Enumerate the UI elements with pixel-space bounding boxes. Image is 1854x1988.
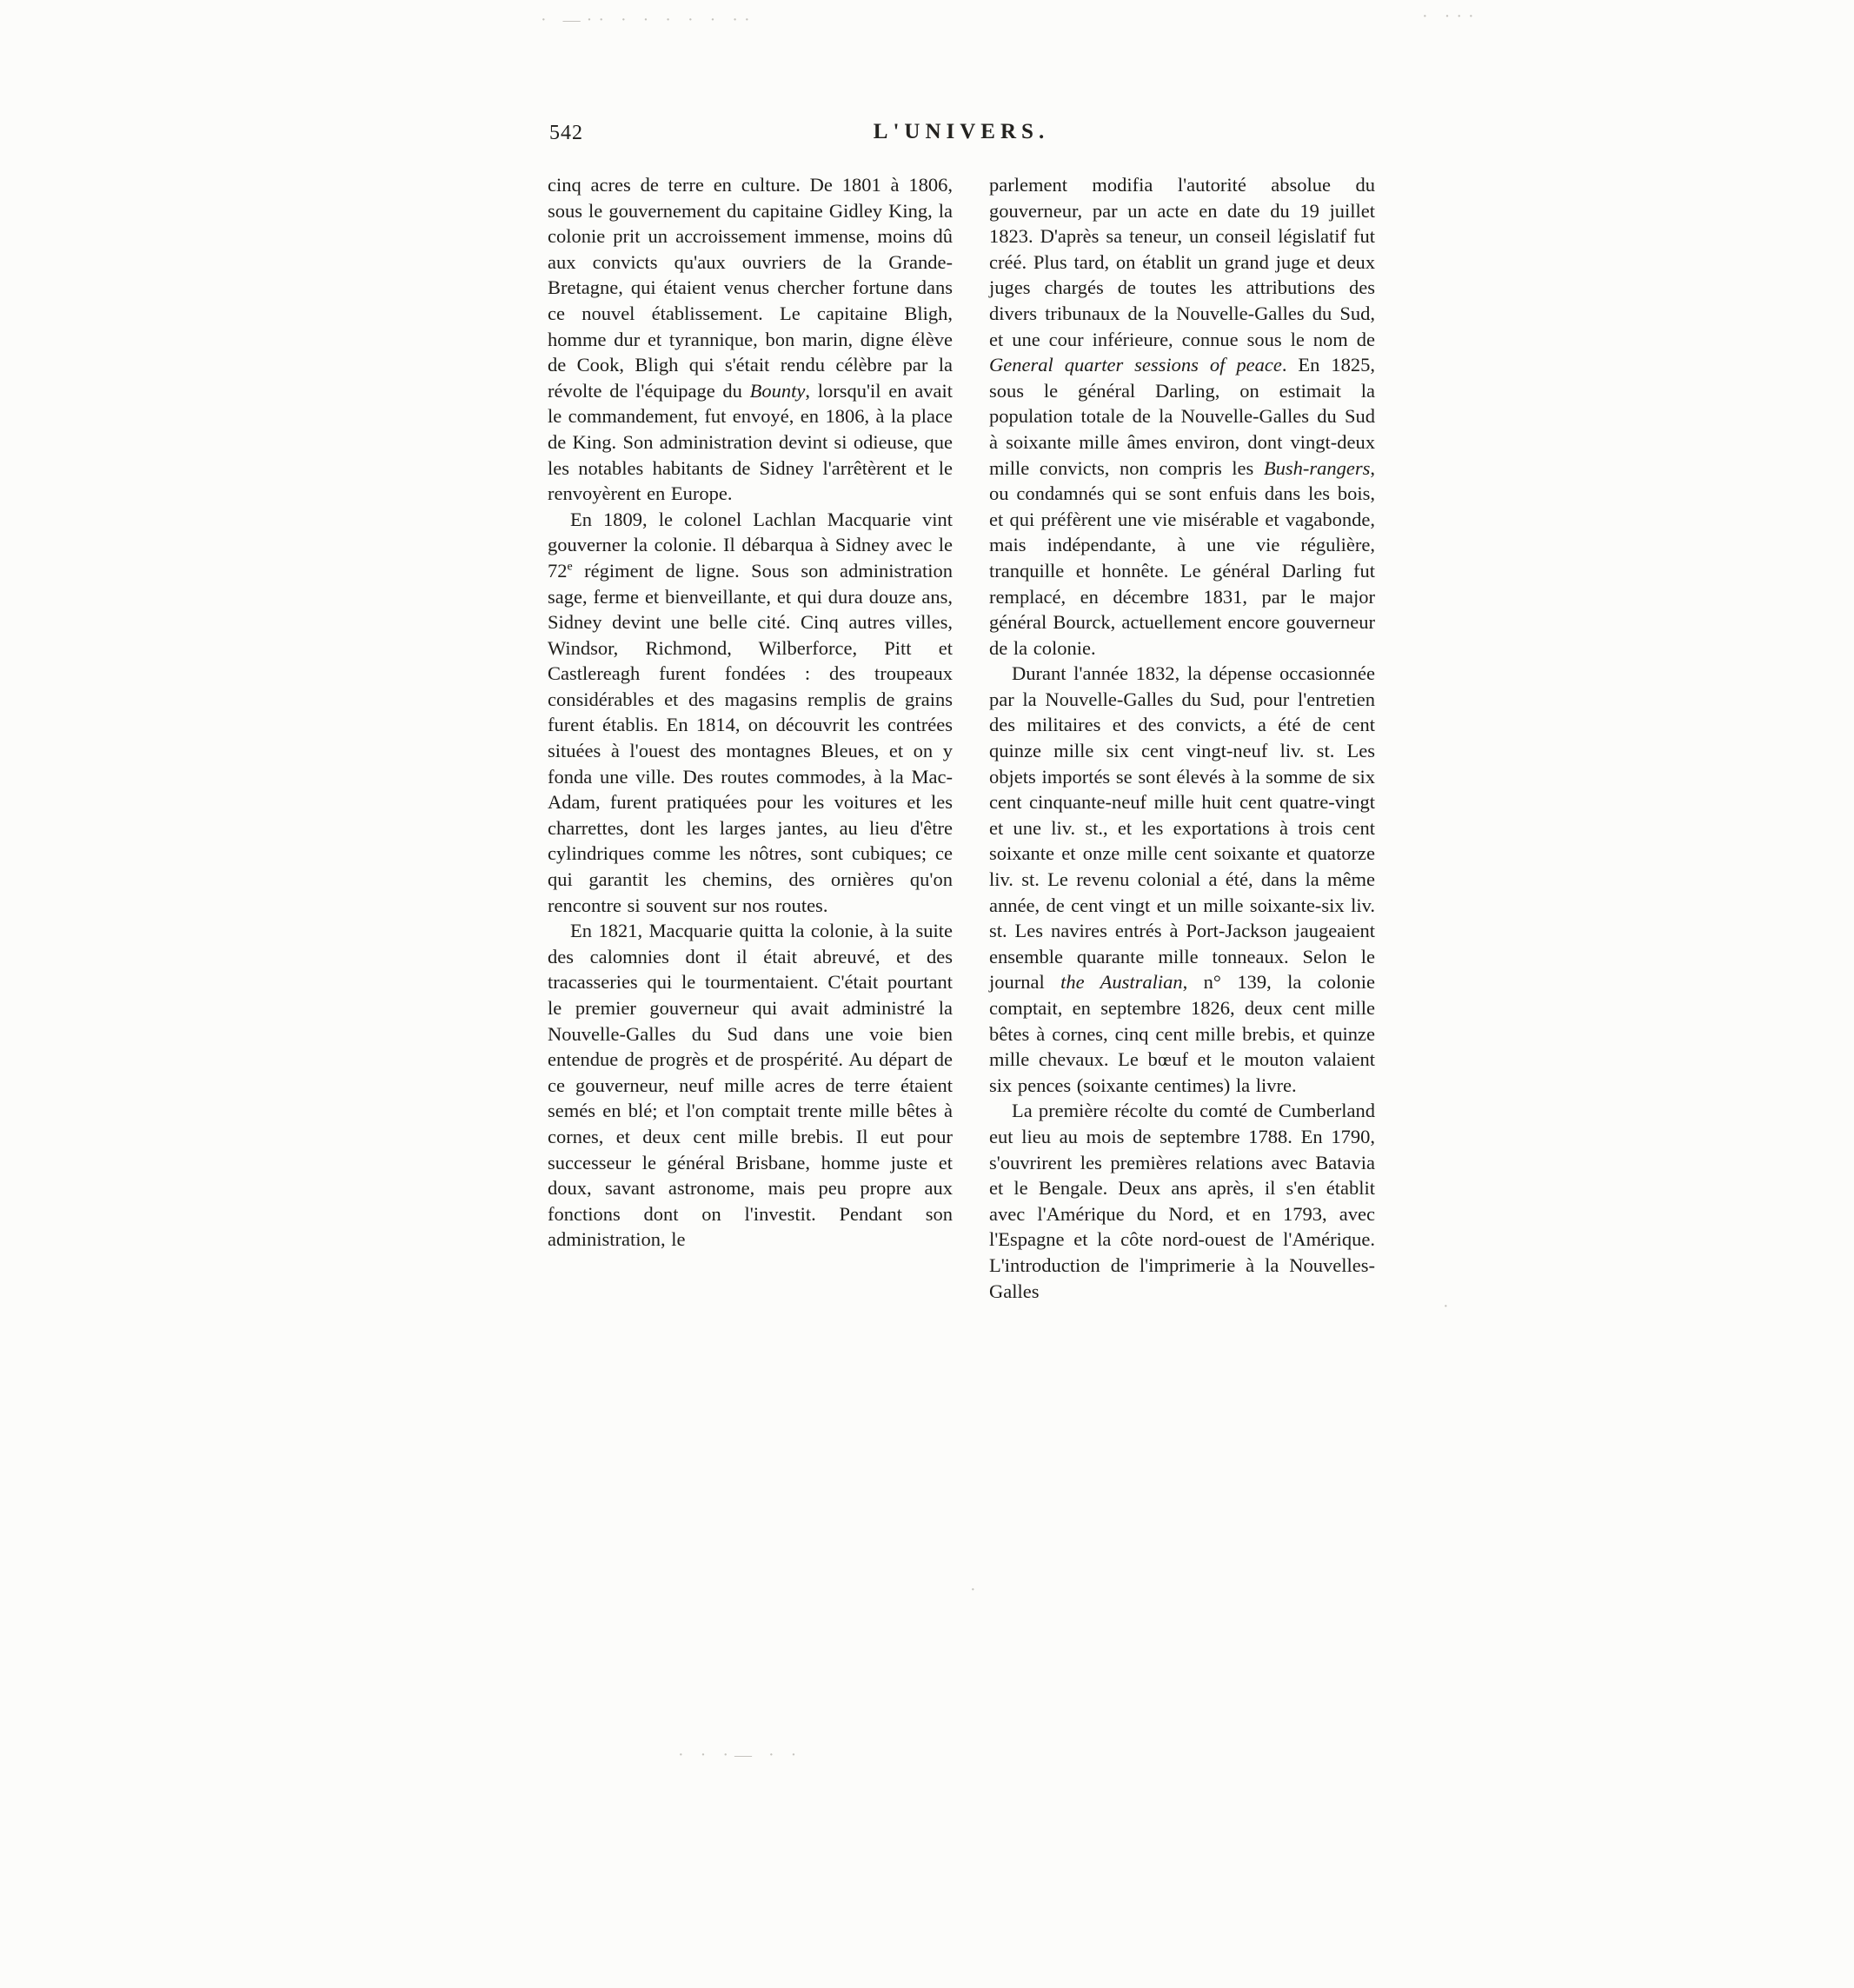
text-segment: cinq acres de terre en culture. De 1801 à 1806, sous le gouvernement du capitaine Gidley King, la colonie prit un accroissement immense, moins dû aux convicts qu'aux ouvriers de la Grande-Bretagne, qui étaient venus chercher fortune dans ce nouvel établissement. Le capitaine Bligh, homme dur et tyrannique, bon marin, digne élève de Cook, Bligh qui s'était rendu célèbre par la révolte de l'équipage du bbox=[548, 174, 953, 402]
text-segment: régiment de ligne. Sous son administration sage, ferme et bienveillante, et qui dura douze ans, Sidney devint une belle cité. Cinq autres villes, Windsor, Richmond, Wilberforce, Pitt et Castlereagh furent fondées : des troupeaux considérables et des magasins remplis de grains furent établis. En 1814, on découvrit les contrées situées à l'ouest des montagnes Bleues, et on y fonda une ville. Des routes commodes, à la Mac-Adam, furent pratiquées pour les voitures et les charrettes, dont les larges jantes, au lieu d'être cylindriques comme les nôtres, sont cubiques; ce qui garantit les chemins, des ornières qu'on rencontre si souvent sur nos routes. bbox=[548, 559, 953, 916]
italic-phrase: General quarter sessions of peace bbox=[989, 354, 1282, 376]
scan-artifact: · bbox=[970, 1580, 982, 1599]
scan-artifact: · bbox=[1443, 1297, 1455, 1316]
running-title: L'UNIVERS. bbox=[873, 120, 1050, 143]
italic-phrase: the Australian bbox=[1060, 971, 1183, 994]
text-segment: En 1821, Macquarie quitta la colonie, à la suite des calomnies dont il était abreuvé, et des tracasseries qui le tourmentaient. C'était pourtant le premier gouverneur qui avait administré la Nouvelle-Galles du Sud dans une voie bien entendue de progrès et de prospérité. Au départ de ce gouverneur, neuf mille acres de terre étaient semés en blé; et l'on comptait trente mille bêtes à cornes, et deux cent mille brebis. Il eut pour successeur le général Brisbane, homme juste et doux, savant astronome, mais peu propre aux fonctions dont on l'investit. Pendant son administration, le bbox=[548, 920, 953, 1251]
scan-artifact: · ··· bbox=[1422, 7, 1480, 26]
text-segment: Durant l'année 1832, la dépense occasionnée par la Nouvelle-Galles du Sud, pour l'entretien des militaires et des convicts, a été de cent quinze mille six cent vingt-neuf liv. st. Les objets importés se sont élevés à la somme de six cent cinquante-neuf mille huit cent quatre-vingt et une liv. st., et les exportations à trois cent soixante et onze mille cent soixante et quatorze liv. st. Le revenu colonial a été, dans la même année, de cent vingt et un mille soixante-six liv. st. Les navires entrés à Port-Jackson jaugeaient ensemble quarante mille tonneaux. Selon le journal bbox=[989, 662, 1375, 994]
text-segment: , n° 139, la colonie comptait, en septembre 1826, deux cent mille bêtes à cornes, cinq cent mille brebis, et quinze mille chevaux. Le bœuf et le mouton valaient six pences (soixante centimes) la livre. bbox=[989, 971, 1375, 1096]
page-content bbox=[548, 120, 1375, 1304]
text-segment: , ou condamnés qui se sont enfuis dans les bois, et qui préfèrent une vie misérable et vagabonde, mais indépendante, à une vie régulière, tranquille et honnête. Le général Darling fut remplacé, en décembre 1831, par le major général Bourck, actuellement encore gouverneur de la colonie. bbox=[989, 456, 1375, 659]
text-column-right bbox=[989, 172, 1375, 1304]
text-segment: En 1809, le colonel Lachlan Macquarie vint gouverner la colonie. Il débarqua à Sidney avec le 72 bbox=[548, 508, 953, 582]
text-segment: La première récolte du comté de Cumberland eut lieu au mois de septembre 1788. En 1790, s'ouvrirent les premières relations avec Batavia et le Bengale. Deux ans après, il s'en établit avec l'Amérique du Nord, et en 1793, avec l'Espagne et la côte nord-ouest de l'Amérique. L'introduction de l'imprimerie à la Nouvelles-Galles bbox=[989, 1100, 1375, 1302]
paragraph bbox=[548, 507, 953, 919]
paragraph bbox=[989, 1098, 1375, 1304]
page-number: 542 bbox=[549, 122, 583, 144]
text-column-left bbox=[548, 172, 953, 1304]
scan-artifact: · ―·· · · · · · ·· bbox=[541, 10, 756, 30]
text-segment: . En 1825, sous le général Darling, on estimait la population totale de la Nouvelle-Galles du Sud à soixante mille âmes environ, dont vingt-deux mille convicts, non compris les bbox=[989, 354, 1376, 479]
page-header bbox=[548, 120, 1375, 158]
text-segment: parlement modifia l'autorité absolue du gouverneur, par un acte en date du 19 juillet 1823. D'après sa teneur, un conseil législatif fut créé. Plus tard, on établit un grand juge et deux juges chargés de toutes les attributions des divers tribunaux de la Nouvelle-Galles du Sud, et une cour inférieure, connue sous le nom de bbox=[989, 174, 1375, 350]
paragraph bbox=[548, 172, 953, 507]
italic-phrase: Bush-rangers bbox=[1263, 456, 1371, 479]
paragraph bbox=[989, 172, 1375, 661]
paragraph bbox=[548, 918, 953, 1253]
text-segment: , lorsqu'il en avait le commandement, fut envoyé, en 1806, à la place de King. Son administration devint si odieuse, que les notables habitants de Sidney l'arrêtèrent et le renvoyèrent en Europe. bbox=[548, 379, 953, 505]
scan-artifact: · · ·― · · bbox=[678, 1745, 803, 1765]
paragraph bbox=[989, 661, 1375, 1098]
text-segment: e bbox=[567, 560, 573, 574]
two-column-text-block bbox=[548, 172, 1375, 1304]
italic-phrase: Bounty bbox=[749, 379, 806, 402]
